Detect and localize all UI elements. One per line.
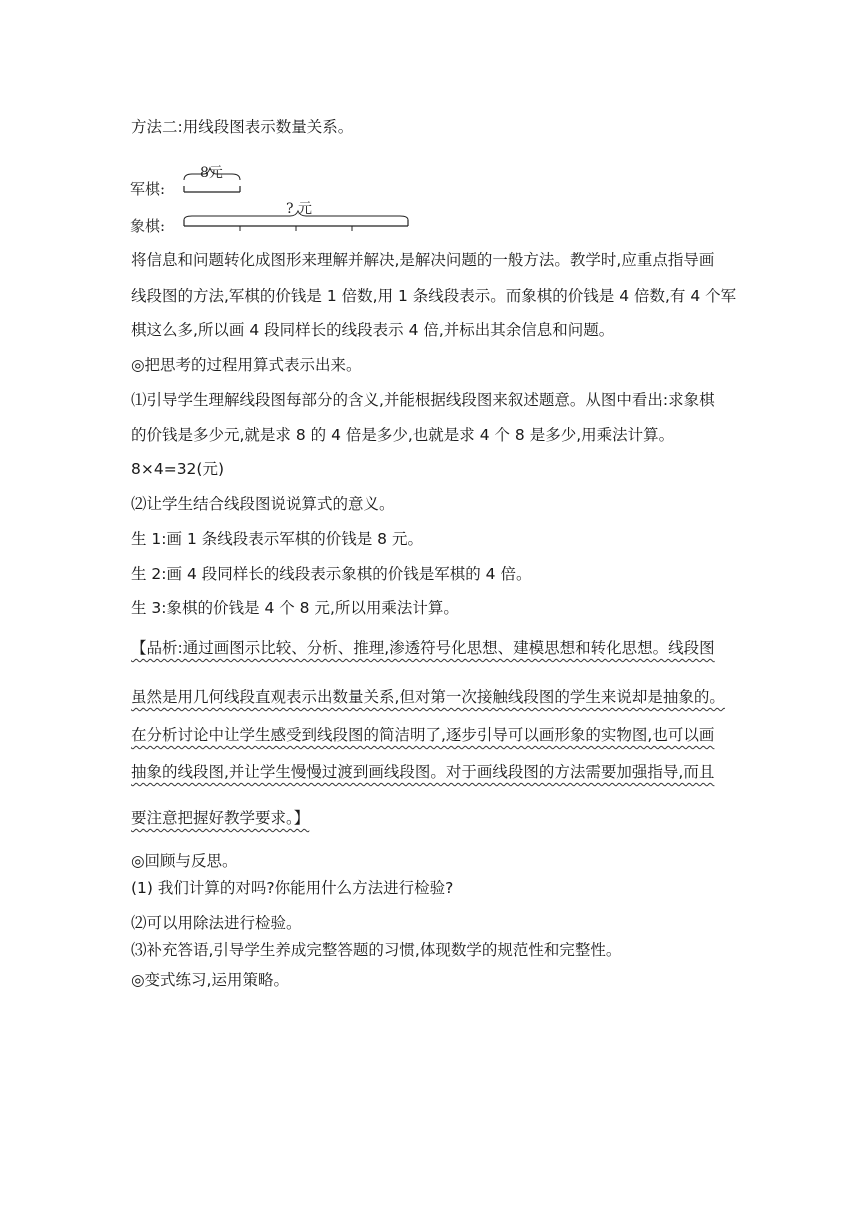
xiangqi-value-label: ? 元	[286, 201, 312, 217]
xiangqi-label: 象棋:	[130, 217, 166, 235]
section-heading: ◎把思考的过程用算式表示出来。	[131, 356, 362, 374]
commentary-line: 要注意把握好教学要求。】	[131, 809, 310, 827]
review-item: ⑵可以用除法进行检验。	[131, 914, 302, 932]
commentary-line: 虽然是用几何线段直观表示出数量关系,但对第一次接触线段图的学生来说却是抽象的。	[131, 688, 725, 706]
junqi-value-label: 8元	[200, 165, 223, 181]
line-segment-diagram	[130, 158, 420, 238]
student-answer: 生 3:象棋的价钱是 4 个 8 元,所以用乘法计算。	[131, 599, 459, 617]
paragraph-line: ⑵让学生结合线段图说说算式的意义。	[131, 495, 395, 513]
review-item: (1) 我们计算的对吗?你能用什么方法进行检验?	[131, 879, 454, 897]
paragraph-line: 棋这么多,所以画 4 段同样长的线段表示 4 倍,并标出其余信息和问题。	[131, 321, 615, 339]
equation: 8×4=32(元)	[131, 460, 225, 478]
commentary-line: 【品析:通过画图示比较、分析、推理,渗透符号化思想、建模思想和转化思想。线段图	[131, 639, 715, 657]
review-item: ⑶补充答语,引导学生养成完整答题的习惯,体现数学的规范性和完整性。	[131, 941, 622, 959]
student-answer: 生 1:画 1 条线段表示军棋的价钱是 8 元。	[131, 530, 423, 548]
student-answer: 生 2:画 4 段同样长的线段表示象棋的价钱是军棋的 4 倍。	[131, 565, 532, 583]
commentary-line: 在分析讨论中让学生感受到线段图的简洁明了,逐步引导可以画形象的实物图,也可以画	[131, 726, 715, 744]
paragraph-line: 线段图的方法,军棋的价钱是 1 倍数,用 1 条线段表示。而象棋的价钱是 4 倍数,有 4 个军	[131, 287, 737, 305]
paragraph-line: ⑴引导学生理解线段图每部分的含义,并能根据线段图来叙述题意。从图中看出:求象棋	[131, 391, 715, 409]
junqi-label: 军棋:	[130, 180, 166, 198]
paragraph-line: 的价钱是多少元,就是求 8 的 4 倍是多少,也就是求 4 个 8 是多少,用乘法计算。	[131, 426, 675, 444]
paragraph-line: 将信息和问题转化成图形来理解并解决,是解决问题的一般方法。教学时,应重点指导画	[131, 251, 715, 269]
variant-heading: ◎变式练习,运用策略。	[131, 971, 289, 989]
review-heading: ◎回顾与反思。	[131, 852, 238, 870]
commentary-line: 抽象的线段图,并让学生慢慢过渡到画线段图。对于画线段图的方法需要加强指导,而且	[131, 763, 715, 781]
method-heading: 方法二:用线段图表示数量关系。	[131, 118, 354, 136]
